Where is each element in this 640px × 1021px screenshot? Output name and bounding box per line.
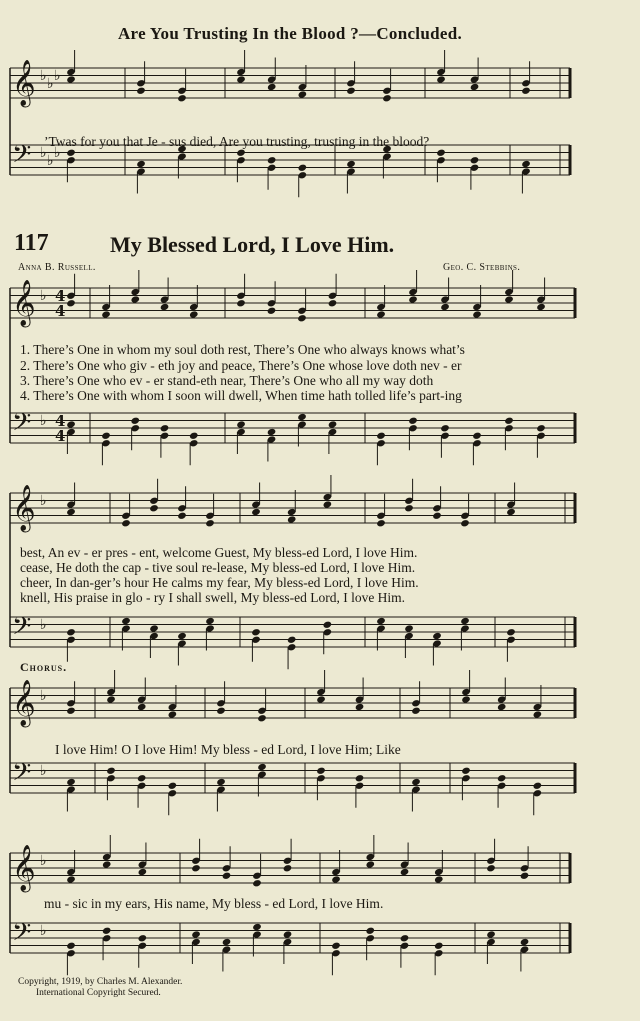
note-head [404,624,414,632]
note-head [520,872,530,880]
bass-staff [10,612,575,669]
time-signature-top: 4 [55,412,66,430]
note-head [205,519,215,527]
note-head [106,767,116,775]
note-head [236,299,246,307]
note-head [365,860,375,868]
note-head [404,504,414,512]
flat-icon: ♭ [40,145,47,161]
note-head [533,710,543,718]
note-head [472,310,482,318]
bass-staff [10,408,575,465]
flat-icon: ♭ [40,68,47,84]
flat-icon: ♭ [40,413,47,429]
note-head [461,695,471,703]
note-head [440,303,450,311]
hymn-number: 117 [14,230,49,256]
verse-3-line-1: 3. There’s One who ev - er stand-eth near, There’s One who all my way doth [20,373,434,388]
note-head [376,519,386,527]
note-head [66,299,76,307]
note-head [283,930,293,938]
note-head [222,938,232,946]
note-head [432,512,442,520]
note-head [160,303,170,311]
flat-icon: ♭ [40,853,47,869]
bass-clef-icon: 𝄢 [12,758,32,793]
note-head [267,428,277,436]
note-head [149,504,159,512]
bass-staff [10,918,570,975]
note-head [436,149,446,157]
note-head [432,632,442,640]
treble-staff [10,670,575,728]
note-head [191,930,201,938]
note-head [472,432,482,440]
note-head [168,710,178,718]
note-head [121,519,131,527]
note-head [376,432,386,440]
note-head [138,934,148,942]
note-head [101,432,111,440]
note-head [536,303,546,311]
note-head [365,927,375,935]
note-head [191,864,201,872]
note-head [504,295,514,303]
flat-icon: ♭ [40,288,47,304]
system-5-music [0,845,640,985]
note-head [168,782,178,790]
flat-icon: ♭ [40,763,47,779]
system-1-lyric: ’Twas for you that Je - sus died, Are you trusting, trusting in the blood? [44,134,430,149]
note-head [222,872,232,880]
flat-icon: ♭ [54,145,61,161]
verse-2-line-2: cease, He doth the cap - tive soul re-lease, My bless-ed Lord, I love Him. [20,560,416,575]
note-head [267,307,277,315]
note-head [177,94,187,102]
note-head [434,942,444,950]
bass-staff [10,758,575,815]
note-head [376,310,386,318]
note-head [504,417,514,425]
note-head [521,87,531,95]
flat-icon: ♭ [47,153,54,169]
bass-clef-icon: 𝄢 [12,918,32,953]
note-head [297,314,307,322]
note-head [400,934,410,942]
note-head [328,420,338,428]
note-head [506,628,516,636]
note-head [177,632,187,640]
note-head [328,299,338,307]
treble-staff [10,475,575,533]
note-head [316,695,326,703]
flat-icon: ♭ [54,68,61,84]
note-head [287,515,297,523]
note-head [316,767,326,775]
note-head [106,695,116,703]
treble-clef-icon: 𝄞 [12,680,36,726]
note-head [251,508,261,516]
bass-clef-icon: 𝄢 [12,140,32,175]
note-head [130,417,140,425]
note-head [160,424,170,432]
note-head [411,778,421,786]
treble-staff [10,270,575,328]
note-head [486,930,496,938]
note-head [136,160,146,168]
note-head [189,432,199,440]
verse-4-line-1: 4. There’s One with whom I soon will dwell, When time hath tolled life’s part-ing [20,388,462,403]
treble-staff [10,835,570,893]
note-head [331,875,341,883]
continued-hymn-title: Are You Trusting In the Blood ?—Concluded. [117,24,462,43]
note-head [66,875,76,883]
note-head [66,707,76,715]
note-head [267,83,277,91]
copyright-line-1: Copyright, 1919, by Charles M. Alexander. [18,977,183,987]
note-head [136,87,146,95]
time-signature-bottom: 4 [55,302,66,320]
note-head [436,75,446,83]
treble-clef-icon: 𝄞 [12,60,36,106]
note-head [411,707,421,715]
verse-2-line-1: 2. There’s One who giv - eth joy and peace, There’s One whose love doth nev - er [20,358,462,373]
note-head [102,927,112,935]
note-head [216,707,226,715]
note-head [287,636,297,644]
note-head [355,774,365,782]
note-head [486,864,496,872]
note-head [66,628,76,636]
note-head [536,424,546,432]
note-head [382,94,392,102]
note-head [66,778,76,786]
note-head [355,703,365,711]
treble-staff [10,50,570,108]
note-head [66,420,76,428]
note-head [331,942,341,950]
chorus-lyric-1: I love Him! O I love Him! My bless - ed Lord, I love Him; Like [55,742,401,757]
note-head [298,90,308,98]
note-head [520,938,530,946]
note-head [346,160,356,168]
note-head [297,413,307,421]
composer-credit: Geo. C. Stebbins. [443,262,521,273]
note-head [470,83,480,91]
note-head [149,624,159,632]
note-head [440,424,450,432]
note-head [323,500,333,508]
note-head [101,310,111,318]
note-head [236,420,246,428]
copyright-line-2: International Copyright Secured. [36,988,161,998]
author-credit: Anna B. Russell. [18,262,96,273]
note-head [257,763,267,771]
note-head [102,860,112,868]
flat-icon: ♭ [40,923,47,939]
bass-clef-icon: 𝄢 [12,408,32,443]
note-head [66,508,76,516]
note-head [251,628,261,636]
verse-1-line-2: best, An ev - er pres - ent, welcome Guest, My bless-ed Lord, I love Him. [20,545,418,560]
note-head [400,868,410,876]
flat-icon: ♭ [40,493,47,509]
note-head [298,164,308,172]
note-head [470,156,480,164]
note-head [434,875,444,883]
treble-clef-icon: 𝄞 [12,280,36,326]
note-head [137,703,147,711]
treble-clef-icon: 𝄞 [12,485,36,531]
copyright-notice [18,977,182,999]
system-4-music [0,680,640,840]
note-head [267,156,277,164]
treble-clef-icon: 𝄞 [12,845,36,891]
note-head [521,160,531,168]
note-head [205,617,215,625]
note-head [130,295,140,303]
note-head [189,310,199,318]
note-head [121,617,131,625]
note-head [460,519,470,527]
note-head [66,75,76,83]
note-head [236,75,246,83]
chorus-lyric-2: mu - sic in my ears, His name, My bless - ed Lord, I love Him. [44,896,384,911]
verse-1-line-1: 1. There’s One in whom my soul doth rest, There’s One who always knows what’s [20,342,465,357]
verse-4-line-2: knell, His praise in glo - ry I shall swell, My bless-ed Lord, I love Him. [20,590,406,605]
note-head [216,778,226,786]
note-head [461,767,471,775]
note-head [66,942,76,950]
time-signature-top: 4 [55,287,66,305]
time-signature-bottom: 4 [55,427,66,445]
note-head [346,87,356,95]
note-head [408,417,418,425]
hymn-title: My Blessed Lord, I Love Him. [110,232,395,257]
flat-icon: ♭ [47,76,54,92]
note-head [376,617,386,625]
verse-3-line-2: cheer, In dan-ger’s hour He calms my fear, My bless-ed Lord, I love Him. [20,575,419,590]
note-head [497,703,507,711]
note-head [323,621,333,629]
flat-icon: ♭ [40,617,47,633]
note-head [252,923,262,931]
note-head [506,508,516,516]
note-head [137,774,147,782]
note-head [257,714,267,722]
note-head [177,512,187,520]
chorus-label: Chorus. [20,660,68,674]
bass-clef-icon: 𝄢 [12,612,32,647]
note-head [252,879,262,887]
note-head [533,782,543,790]
note-head [460,617,470,625]
note-head [408,295,418,303]
note-head [497,774,507,782]
note-head [283,864,293,872]
flat-icon: ♭ [40,688,47,704]
note-head [138,868,148,876]
